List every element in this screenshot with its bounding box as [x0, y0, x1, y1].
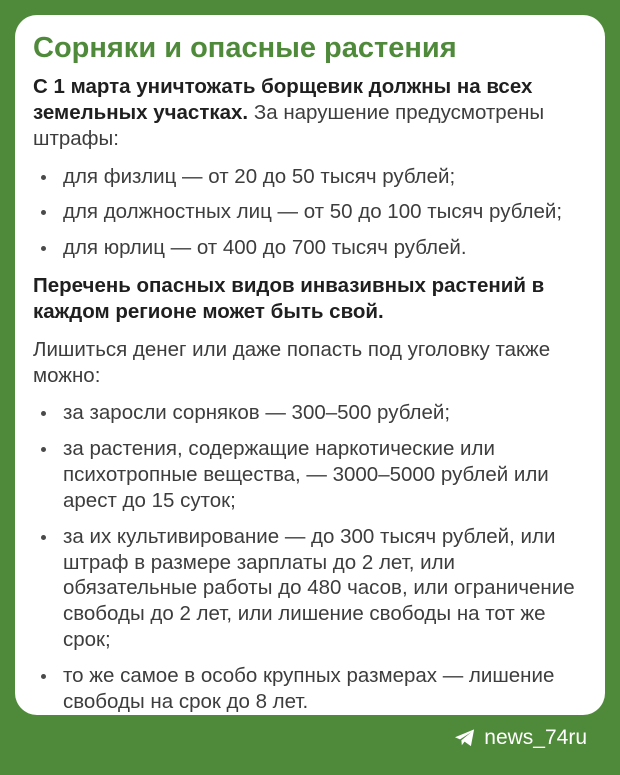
- fines-list: [33, 164, 587, 261]
- regional-note-text: Перечень опасных видов инвазивных растений в каждом регионе может быть свой.: [33, 274, 545, 323]
- content-card: [15, 15, 605, 715]
- penalties-intro: Лишиться денег или даже попасть под уголовку также можно:: [33, 337, 551, 387]
- list-item: для физлиц — от 20 до 50 тысяч рублей;: [33, 164, 587, 190]
- intro-paragraph: [33, 74, 587, 151]
- intro-text: За нарушение предусмотрены штрафы:: [33, 100, 545, 150]
- telegram-icon: [454, 728, 476, 748]
- list-item: для должностных лиц — от 50 до 100 тысяч рублей;: [33, 199, 587, 225]
- list-item: за растения, содержащие наркотические или психотропные вещества, — 3000–5000 рублей или арест до 15 суток;: [33, 436, 587, 513]
- page-title: Сорняки и опасные растения: [33, 32, 457, 64]
- footer-channel-link[interactable]: [454, 715, 605, 760]
- list-item: за их культивирование — до 300 тысяч рублей, или штраф в размере зарплаты до 2 лет, или обязательные работы до 480 часов, или ограничение свободы до 2 лет, или лишение свободы на тот же срок;: [33, 524, 587, 653]
- list-item: то же самое в особо крупных размерах — лишение свободы на срок до 8 лет.: [33, 663, 587, 715]
- penalties-list: [33, 400, 587, 714]
- regional-note: [33, 273, 587, 325]
- channel-handle: news_74ru: [484, 725, 587, 749]
- list-item: для юрлиц — от 400 до 700 тысяч рублей.: [33, 235, 587, 261]
- list-item: за заросли сорняков — 300–500 рублей;: [33, 400, 587, 426]
- intro-bold-text: С 1 марта уничтожать борщевик должны на всех земельных участках.: [33, 75, 533, 124]
